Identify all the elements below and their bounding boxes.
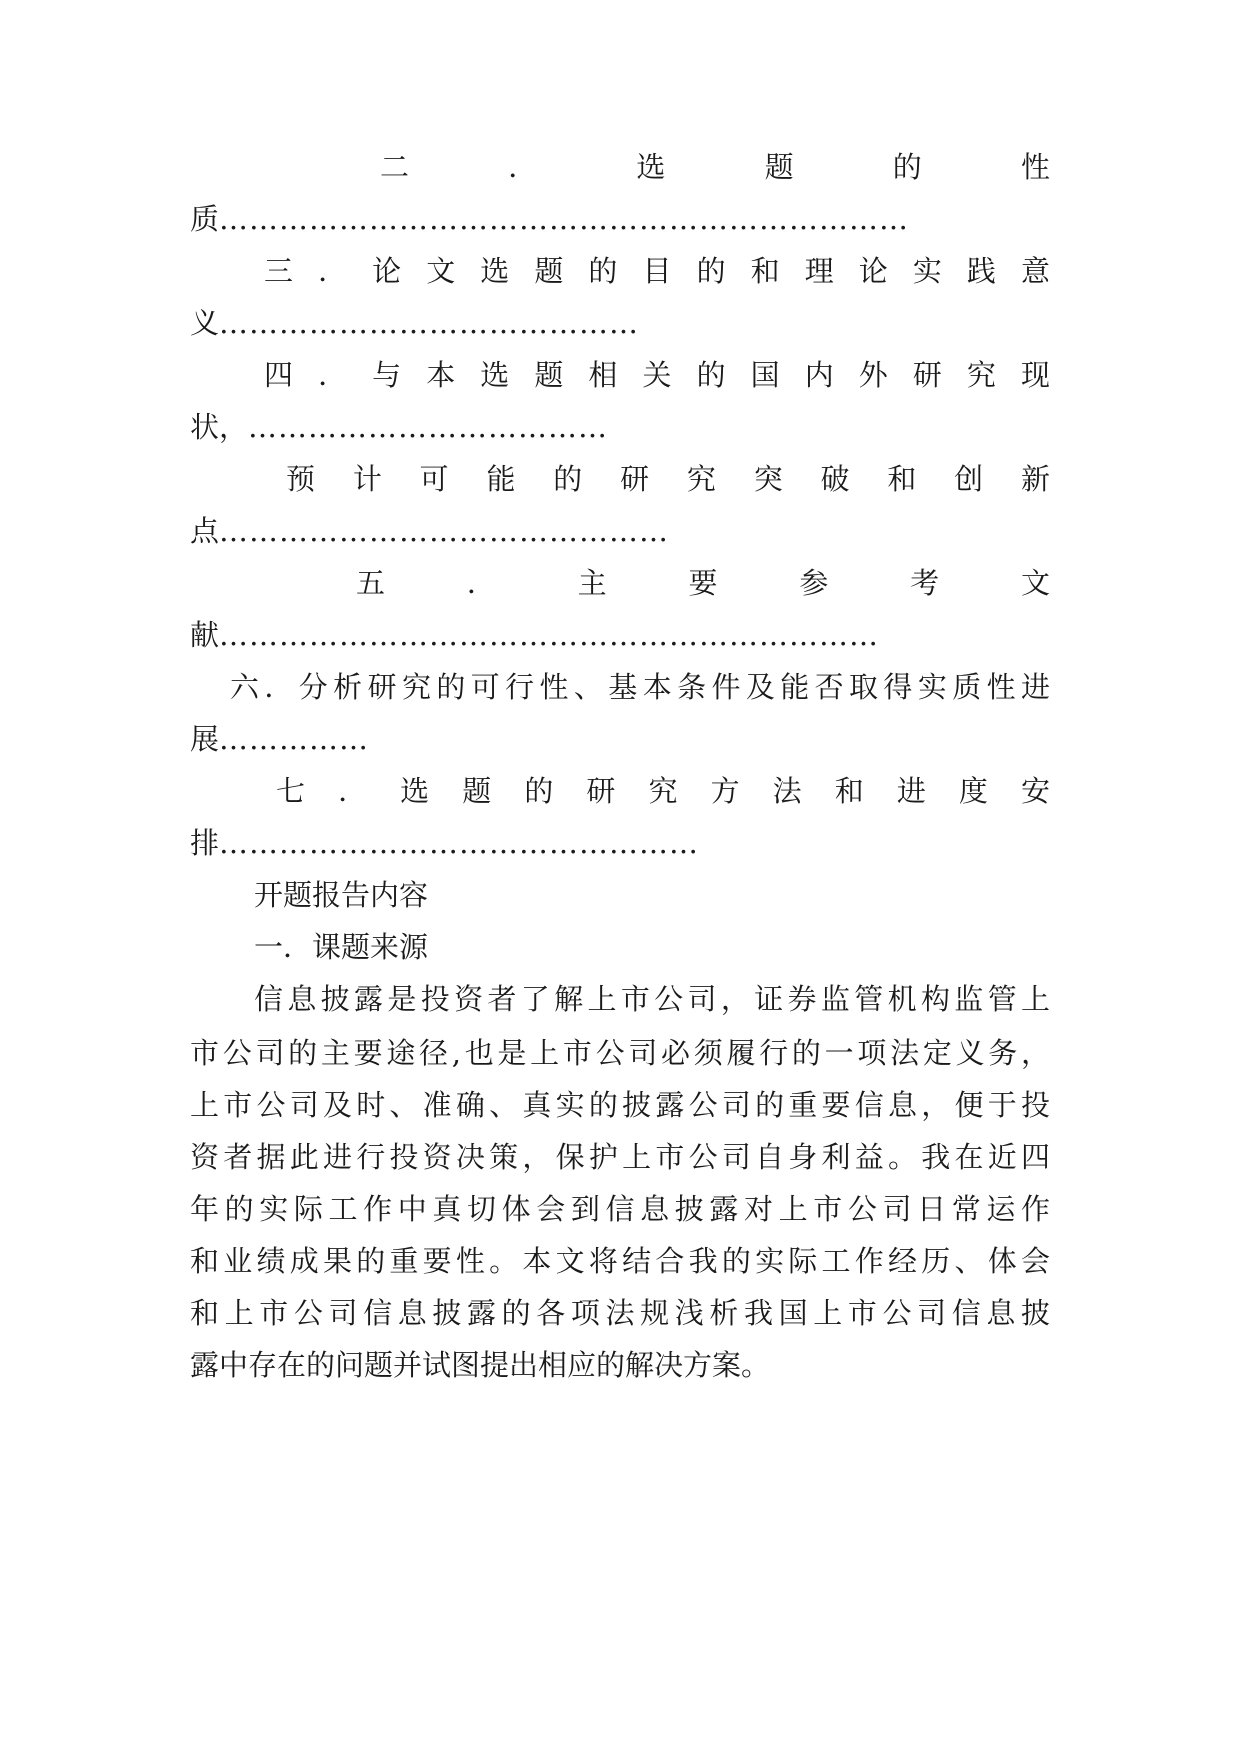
section-one-heading: 一．课题来源 xyxy=(254,930,429,964)
toc-entry-6-tail xyxy=(190,716,1050,762)
toc-entry-5-dots: ………………………………………………………… xyxy=(219,618,880,652)
toc-entry-1-tail-text: 质 xyxy=(190,202,220,236)
body-line-5: 年的实际工作中真切体会到信息披露对上市公司日常运作 xyxy=(190,1192,1050,1226)
toc-entry-6-dots: …………… xyxy=(219,722,370,756)
toc-entry-3-title: 四．与本选题相关的国内外研究现 xyxy=(264,358,1050,392)
toc-entry-6-title: 六．分析研究的可行性、基本条件及能否取得实质性进 xyxy=(230,670,1050,704)
body-line-3: 上市公司及时、准确、真实的披露公司的重要信息，便于投 xyxy=(190,1088,1050,1122)
toc-entry-1-title: 二．选题的性 xyxy=(380,150,1050,184)
body-line-1: 信息披露是投资者了解上市公司，证券监管机构监管上 xyxy=(254,982,1050,1016)
toc-entry-5-title: 五．主要参考文 xyxy=(356,566,1050,600)
toc-entry-3-dots: ……………………………… xyxy=(248,410,609,444)
toc-entry-4-tail xyxy=(190,508,1050,554)
toc-entry-7-title: 七．选题的研究方法和进度安 xyxy=(276,774,1050,808)
body-line-8: 露中存在的问题并试图提出相应的解决方案。 xyxy=(190,1348,771,1382)
report-heading: 开题报告内容 xyxy=(254,878,429,912)
toc-entry-7-tail-text: 排 xyxy=(190,826,220,860)
toc-entry-1-dots: …………………………………………………………… xyxy=(219,202,910,236)
body-line-6: 和业绩成果的重要性。本文将结合我的实际工作经历、体会 xyxy=(190,1244,1050,1278)
toc-entry-5-tail-text: 献 xyxy=(190,618,220,652)
toc-entry-3-tail-text: 状， xyxy=(190,410,249,444)
toc-entry-2-tail-text: 义 xyxy=(190,306,220,340)
toc-entry-2-dots: …………………………………… xyxy=(219,306,640,340)
toc-entry-5-tail xyxy=(190,612,1050,658)
toc-entry-2-tail xyxy=(190,300,1050,346)
toc-entry-7-dots: ………………………………………… xyxy=(219,826,700,860)
toc-entry-4-title: 预计可能的研究突破和创新 xyxy=(286,462,1050,496)
toc-entry-7-tail xyxy=(190,820,1050,866)
body-line-4: 资者据此进行投资决策，保护上市公司自身利益。我在近四 xyxy=(190,1140,1050,1174)
toc-entry-3-tail xyxy=(190,404,1050,450)
body-line-2: 市公司的主要途径,也是上市公司必须履行的一项法定义务， xyxy=(190,1036,1050,1070)
toc-entry-4-tail-text: 点 xyxy=(190,514,220,548)
toc-entry-4-dots: ……………………………………… xyxy=(219,514,670,548)
toc-entry-6-tail-text: 展 xyxy=(190,722,220,756)
toc-entry-1-tail xyxy=(190,196,1050,242)
body-line-7: 和上市公司信息披露的各项法规浅析我国上市公司信息披 xyxy=(190,1296,1050,1330)
toc-entry-2-title: 三．论文选题的目的和理论实践意 xyxy=(264,254,1050,288)
